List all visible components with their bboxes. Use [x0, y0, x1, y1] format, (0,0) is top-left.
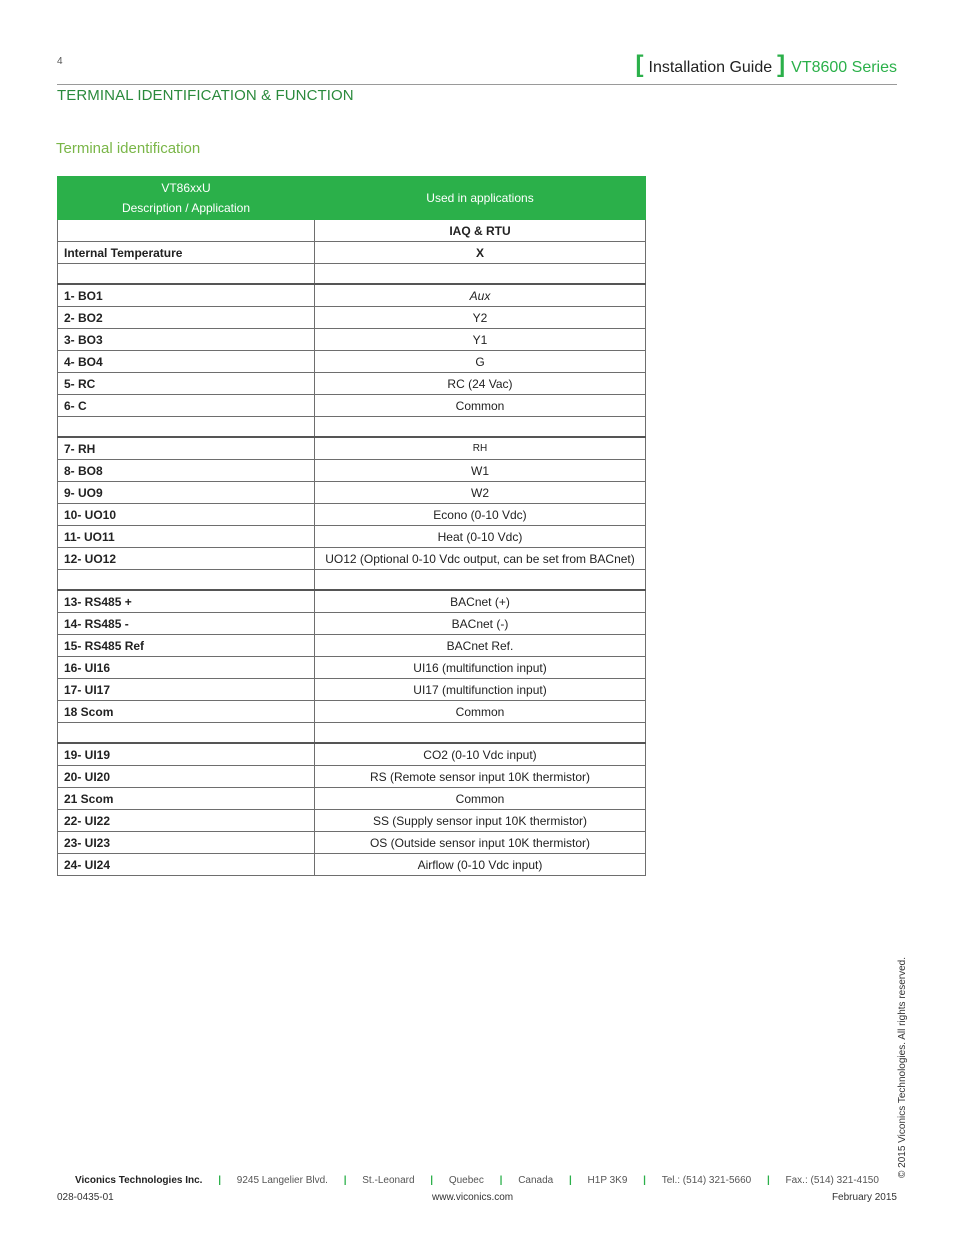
terminal-value: CO2 (0-10 Vdc input)	[315, 743, 646, 766]
terminal-label: 20- UI20	[58, 766, 315, 788]
terminal-value: Y1	[315, 329, 646, 351]
terminal-value: Common	[315, 788, 646, 810]
table-row	[58, 657, 646, 679]
table-row	[58, 526, 646, 548]
terminal-label: 1- BO1	[58, 284, 315, 307]
app-subheader: IAQ & RTU	[315, 220, 646, 242]
col1-header-line1: VT86xxU	[161, 181, 211, 195]
terminal-label: 24- UI24	[58, 854, 315, 876]
subtitle: Terminal identification	[56, 140, 201, 157]
table-row	[58, 810, 646, 832]
table-row	[58, 701, 646, 723]
col1-header-line2: Description / Application	[121, 201, 251, 215]
footer-separator: |	[766, 1175, 770, 1186]
table-row	[58, 351, 646, 373]
terminal-value: Aux	[315, 284, 646, 307]
terminal-label: 21 Scom	[58, 788, 315, 810]
terminal-label: 17- UI17	[58, 679, 315, 701]
copyright-notice: © 2015 Viconics Technologies. All rights reserved.	[897, 956, 908, 1178]
series-label: VT8600 Series	[791, 59, 897, 76]
table-header-row	[58, 177, 646, 220]
table-row	[58, 548, 646, 570]
terminal-value: BACnet (-)	[315, 613, 646, 635]
table-spacer-row	[58, 264, 646, 285]
footer-postal: H1P 3K9	[587, 1175, 628, 1186]
header-divider	[57, 84, 897, 85]
table-row	[58, 766, 646, 788]
table-row	[58, 590, 646, 613]
table-row	[58, 613, 646, 635]
footer-separator: |	[568, 1175, 572, 1186]
table-subheader-row	[58, 220, 646, 242]
table-row	[58, 284, 646, 307]
terminal-value: X	[315, 242, 646, 264]
terminal-value: RC (24 Vac)	[315, 373, 646, 395]
document-number: 028-0435-01	[57, 1192, 114, 1203]
terminal-value: Common	[315, 701, 646, 723]
terminal-label: 9- UO9	[58, 482, 315, 504]
table-row	[58, 504, 646, 526]
col2-header: Used in applications	[315, 177, 646, 220]
footer-separator: |	[643, 1175, 646, 1186]
terminal-label: 4- BO4	[58, 351, 315, 373]
terminal-label: 22- UI22	[58, 810, 315, 832]
terminal-label: 19- UI19	[58, 743, 315, 766]
footer-tel: Tel.: (514) 321-5660	[661, 1175, 752, 1186]
guide-label: Installation Guide	[648, 59, 773, 76]
terminal-value: UI17 (multifunction input)	[315, 679, 646, 701]
table-row	[58, 854, 646, 876]
table-row	[58, 788, 646, 810]
terminal-value: SS (Supply sensor input 10K thermistor)	[315, 810, 646, 832]
terminal-value: G	[315, 351, 646, 373]
terminal-label: 16- UI16	[58, 657, 315, 679]
page-number: 4	[57, 56, 63, 67]
terminal-value: W1	[315, 460, 646, 482]
website-link[interactable]: www.viconics.com	[432, 1192, 514, 1203]
terminal-label: 8- BO8	[58, 460, 315, 482]
table-row	[58, 329, 646, 351]
bracket-left: [	[635, 51, 644, 78]
terminal-label: Internal Temperature	[58, 242, 315, 264]
terminal-value: W2	[315, 482, 646, 504]
terminal-value: UI16 (multifunction input)	[315, 657, 646, 679]
table-row	[58, 437, 646, 460]
bracket-right: ]	[777, 51, 786, 78]
footer-address: 9245 Langelier Blvd.	[236, 1175, 328, 1186]
section-title: TERMINAL IDENTIFICATION & FUNCTION	[57, 87, 354, 104]
terminal-value: RS (Remote sensor input 10K thermistor)	[315, 766, 646, 788]
table-row	[58, 679, 646, 701]
terminal-label: 11- UO11	[58, 526, 315, 548]
document-brand	[635, 51, 897, 78]
document-date: February 2015	[831, 1192, 897, 1203]
table-row	[58, 373, 646, 395]
footer-address-bar	[75, 1175, 879, 1186]
terminal-value: RH	[315, 437, 646, 460]
table-row	[58, 307, 646, 329]
terminal-label: 18 Scom	[58, 701, 315, 723]
terminal-value: BACnet Ref.	[315, 635, 646, 657]
terminal-table	[57, 176, 646, 876]
footer-separator: |	[218, 1175, 222, 1186]
footer-separator: |	[499, 1175, 503, 1186]
terminal-label: 12- UO12	[58, 548, 315, 570]
terminal-label: 14- RS485 -	[58, 613, 315, 635]
footer-fax: Fax.: (514) 321-4150	[785, 1175, 879, 1186]
table-spacer-row	[58, 570, 646, 591]
table-row	[58, 482, 646, 504]
terminal-value: UO12 (Optional 0-10 Vdc output, can be set from BACnet)	[315, 548, 646, 570]
footer-province: Quebec	[448, 1175, 484, 1186]
terminal-label: 15- RS485 Ref	[58, 635, 315, 657]
terminal-label: 2- BO2	[58, 307, 315, 329]
terminal-value: Common	[315, 395, 646, 417]
terminal-label: 7- RH	[58, 437, 315, 460]
footer-separator: |	[430, 1175, 434, 1186]
terminal-value: Airflow (0-10 Vdc input)	[315, 854, 646, 876]
footer-country: Canada	[518, 1175, 554, 1186]
table-row	[58, 743, 646, 766]
col1-header	[58, 177, 315, 220]
table-row	[58, 242, 646, 264]
terminal-label: 6- C	[58, 395, 315, 417]
footer-city: St.-Leonard	[362, 1175, 415, 1186]
terminal-label: 13- RS485 +	[58, 590, 315, 613]
table-row	[58, 832, 646, 854]
terminal-value: OS (Outside sensor input 10K thermistor)	[315, 832, 646, 854]
terminal-label: 10- UO10	[58, 504, 315, 526]
table-row	[58, 395, 646, 417]
table-row	[58, 460, 646, 482]
footer-company: Viconics Technologies Inc.	[75, 1175, 203, 1186]
terminal-value: Y2	[315, 307, 646, 329]
table-spacer-row	[58, 723, 646, 744]
footer-separator: |	[343, 1175, 347, 1186]
terminal-value: BACnet (+)	[315, 590, 646, 613]
terminal-value: Econo (0-10 Vdc)	[315, 504, 646, 526]
terminal-label: 23- UI23	[58, 832, 315, 854]
table-spacer-row	[58, 417, 646, 438]
table-row	[58, 635, 646, 657]
terminal-label: 5- RC	[58, 373, 315, 395]
terminal-value: Heat (0-10 Vdc)	[315, 526, 646, 548]
terminal-label: 3- BO3	[58, 329, 315, 351]
